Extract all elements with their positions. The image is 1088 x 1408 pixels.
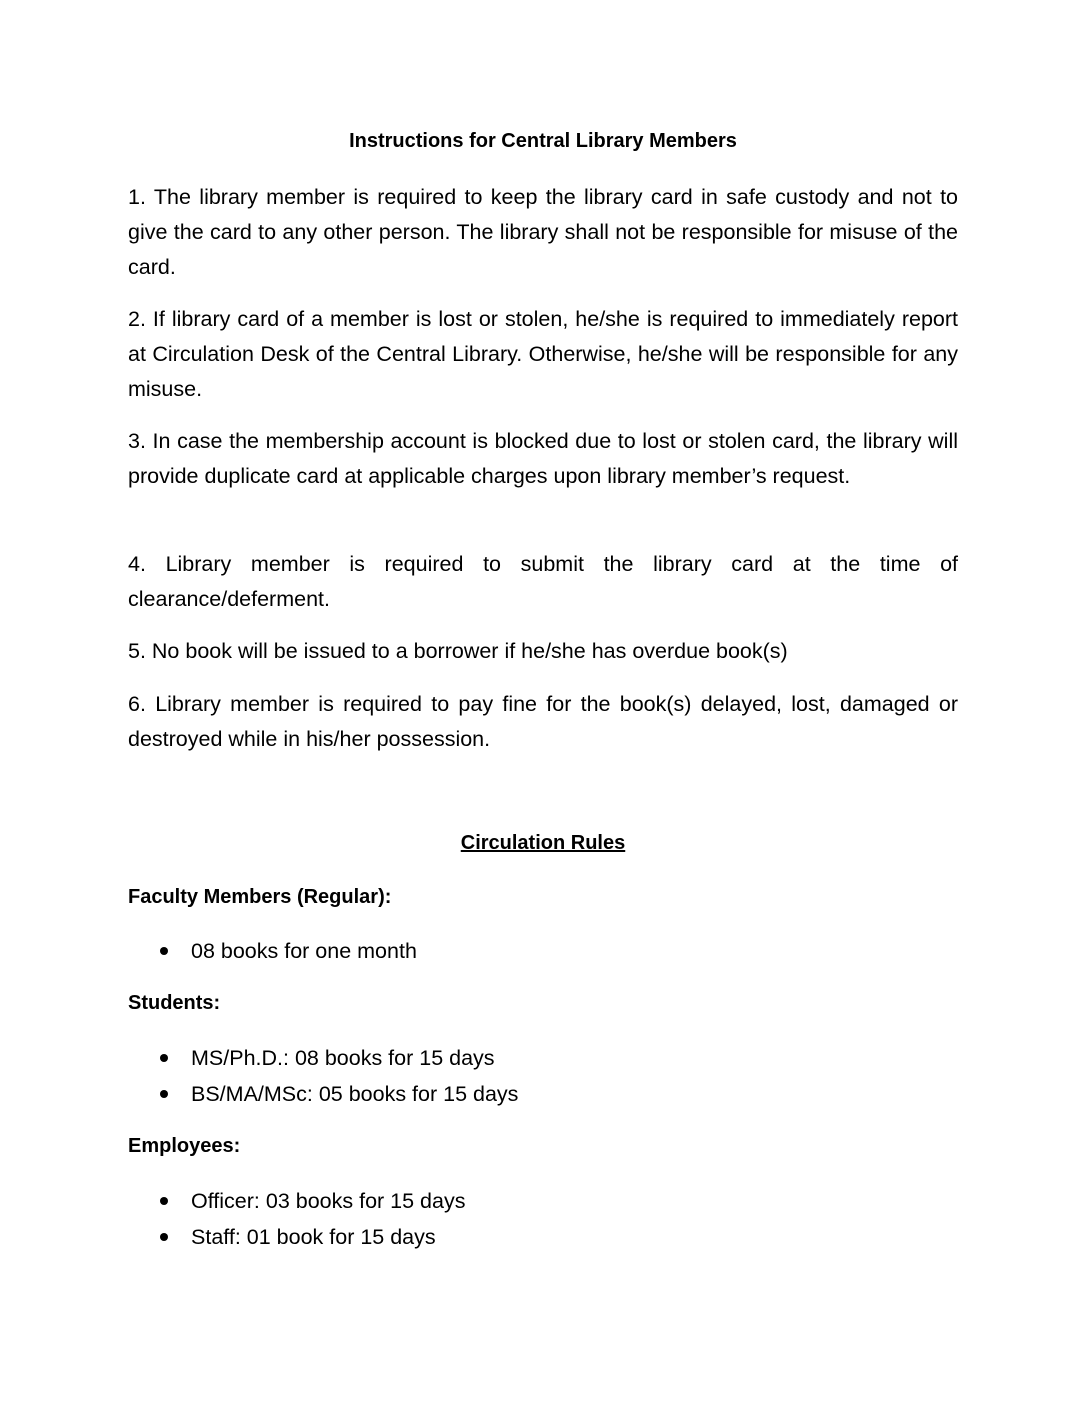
instruction-5: 5. No book will be issued to a borrower if he/she has overdue book(s) <box>128 639 788 663</box>
faculty-list <box>160 933 417 969</box>
list-item-text: BS/MA/MSc: 05 books for 15 days <box>191 1082 519 1106</box>
faculty-heading: Faculty Members (Regular): <box>128 886 392 908</box>
list-item-text: Officer: 03 books for 15 days <box>191 1189 466 1213</box>
list-item-text: Staff: 01 book for 15 days <box>191 1225 436 1249</box>
students-heading: Students: <box>128 992 221 1014</box>
students-list <box>160 1040 518 1112</box>
bullet-icon <box>160 1233 168 1241</box>
instruction-4: 4. Library member is required to submit the library card at the time of clearance/deferment. <box>128 552 958 611</box>
list-item <box>160 1219 465 1255</box>
page-title: Instructions for Central Library Members <box>349 130 737 152</box>
employees-heading: Employees: <box>128 1135 241 1157</box>
bullet-icon <box>160 947 168 955</box>
instruction-6: 6. Library member is required to pay fine for the book(s) delayed, lost, damaged or destroyed while in his/her possession. <box>128 692 958 751</box>
circulation-rules-title: Circulation Rules <box>460 832 626 854</box>
instruction-1: 1. The library member is required to keep the library card in safe custody and not to give the card to any other person. The library shall not be responsible for misuse of the card. <box>128 185 958 279</box>
employees-list <box>160 1183 465 1255</box>
instruction-3: 3. In case the membership account is blocked due to lost or stolen card, the library will provide duplicate card at applicable charges upon library member’s request. <box>128 429 958 488</box>
list-item-text: MS/Ph.D.: 08 books for 15 days <box>191 1046 495 1070</box>
list-item <box>160 1183 465 1219</box>
bullet-icon <box>160 1197 168 1205</box>
list-item <box>160 933 417 969</box>
list-item-text: 08 books for one month <box>191 939 417 963</box>
instruction-2: 2. If library card of a member is lost or stolen, he/she is required to immediately report at Circulation Desk of the Central Library. Otherwise, he/she will be responsible for any misuse. <box>128 307 958 401</box>
bullet-icon <box>160 1054 168 1062</box>
list-item <box>160 1076 518 1112</box>
list-item <box>160 1040 518 1076</box>
bullet-icon <box>160 1090 168 1098</box>
